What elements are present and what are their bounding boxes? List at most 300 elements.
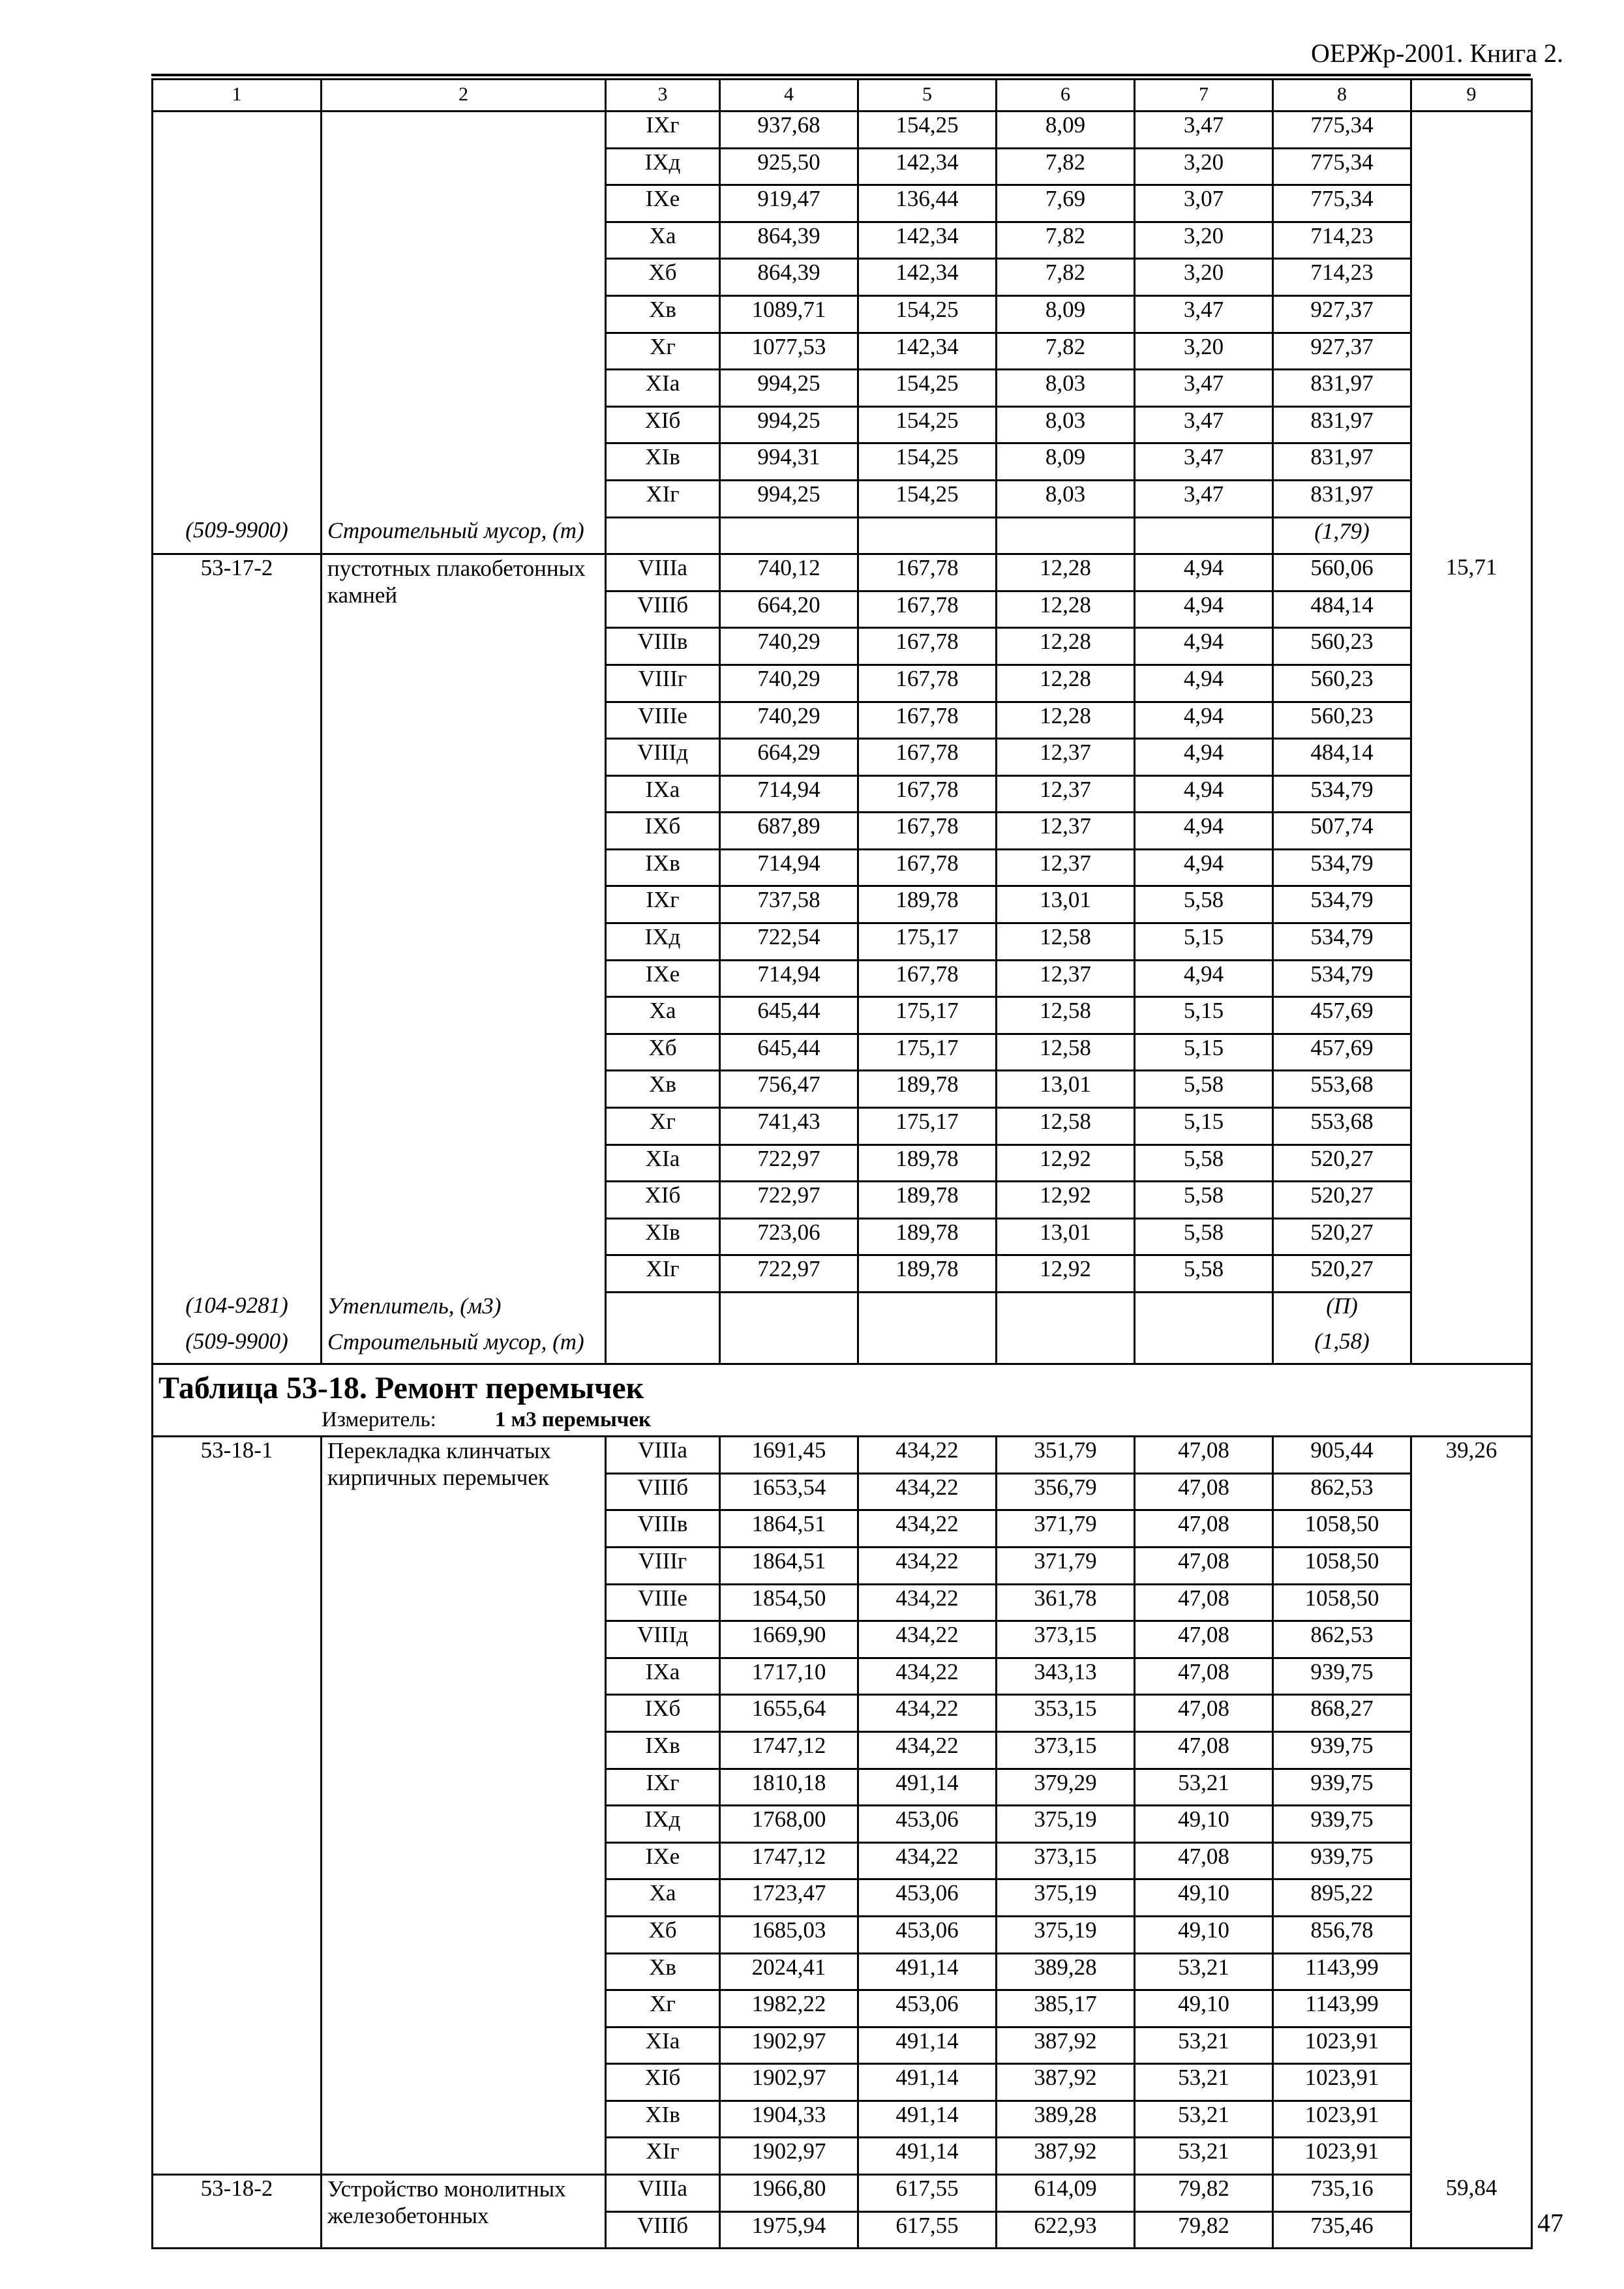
value-cell: 664,29 — [720, 739, 858, 776]
value-cell: 47,08 — [1135, 1437, 1273, 1474]
value-cell: 741,43 — [720, 1108, 858, 1145]
value-cell: 434,22 — [858, 1547, 997, 1584]
value-cell: 1023,91 — [1273, 2101, 1411, 2138]
empty-cell — [720, 517, 858, 554]
document-reference: ОЕРЖр-2001. Книга 2. — [1311, 38, 1563, 68]
value-cell: 937,68 — [720, 112, 858, 149]
item-code: 53-18-1 — [153, 1437, 322, 2175]
value-cell: 740,29 — [720, 665, 858, 702]
value-cell: 387,92 — [997, 2064, 1135, 2101]
value-cell: 12,37 — [997, 775, 1135, 813]
column-number-row — [153, 80, 1532, 112]
value-cell: 491,14 — [858, 2064, 997, 2101]
value-cell: 12,58 — [997, 997, 1135, 1034]
value-cell: 1023,91 — [1273, 2027, 1411, 2064]
value-cell: 1023,91 — [1273, 2064, 1411, 2101]
resource-name: Строительный мусор, (т) — [322, 517, 606, 554]
value-cell: 5,15 — [1135, 1034, 1273, 1071]
zone-cell: VIIIб — [606, 1473, 720, 1510]
value-cell: 3,07 — [1135, 185, 1273, 222]
empty-cell — [997, 517, 1135, 554]
value-cell: 1966,80 — [720, 2175, 858, 2212]
value-cell: 387,92 — [997, 2138, 1135, 2175]
value-cell: 687,89 — [720, 813, 858, 850]
value-cell: 53,21 — [1135, 2027, 1273, 2064]
zone-cell: VIIIг — [606, 665, 720, 702]
value-cell: 434,22 — [858, 1731, 997, 1769]
value-cell: 927,37 — [1273, 333, 1411, 370]
zone-cell: IXд — [606, 1806, 720, 1843]
value-cell: 4,94 — [1135, 813, 1273, 850]
value-cell: 560,06 — [1273, 554, 1411, 591]
value-cell: 534,79 — [1273, 923, 1411, 961]
zone-cell: XIв — [606, 1218, 720, 1255]
value-cell: 856,78 — [1273, 1916, 1411, 1953]
value-cell: 4,94 — [1135, 849, 1273, 886]
zone-cell: XIв — [606, 443, 720, 481]
value-cell: 737,58 — [720, 886, 858, 923]
zone-cell: IXе — [606, 185, 720, 222]
value-cell: 12,37 — [997, 960, 1135, 997]
value-cell: 1902,97 — [720, 2138, 858, 2175]
value-cell: 189,78 — [858, 1218, 997, 1255]
value-cell: 12,58 — [997, 1108, 1135, 1145]
value-cell: 375,19 — [997, 1879, 1135, 1917]
value-cell: 49,10 — [1135, 1879, 1273, 1917]
zone-cell: XIг — [606, 480, 720, 517]
value-cell: 1864,51 — [720, 1510, 858, 1548]
value-cell: 189,78 — [858, 1144, 997, 1182]
zone-cell: Xв — [606, 1071, 720, 1108]
value-cell: 905,44 — [1273, 1437, 1411, 1474]
resource-value: (П) — [1273, 1293, 1411, 1328]
value-cell: 864,39 — [720, 222, 858, 259]
zone-cell: VIIIд — [606, 739, 720, 776]
resource-name: Строительный мусор, (т) — [322, 1328, 606, 1364]
value-cell: 434,22 — [858, 1842, 997, 1879]
zone-cell: VIIIв — [606, 628, 720, 665]
value-cell: 12,37 — [997, 849, 1135, 886]
value-cell: 862,53 — [1273, 1473, 1411, 1510]
column-number: 6 — [997, 80, 1135, 112]
value-cell: 7,82 — [997, 333, 1135, 370]
value-cell: 617,55 — [858, 2211, 997, 2249]
value-cell: 389,28 — [997, 1953, 1135, 1990]
value-cell: 5,58 — [1135, 1255, 1273, 1293]
value-cell: 831,97 — [1273, 406, 1411, 443]
item-code: 53-17-2 — [153, 554, 322, 1293]
table-row — [153, 554, 1532, 591]
value-cell: 520,27 — [1273, 1255, 1411, 1293]
column-number: 7 — [1135, 80, 1273, 112]
value-cell: 167,78 — [858, 591, 997, 628]
zone-cell: VIIIд — [606, 1621, 720, 1658]
value-cell: 1902,97 — [720, 2064, 858, 2101]
value-cell: 645,44 — [720, 1034, 858, 1071]
value-cell: 714,94 — [720, 849, 858, 886]
value-cell: 740,29 — [720, 628, 858, 665]
value-cell: 47,08 — [1135, 1842, 1273, 1879]
value-cell: 53,21 — [1135, 2138, 1273, 2175]
value-cell: 12,28 — [997, 628, 1135, 665]
empty-cell — [858, 1293, 997, 1328]
value-cell: 53,21 — [1135, 1769, 1273, 1806]
value-cell: 560,23 — [1273, 665, 1411, 702]
value-cell: 614,09 — [997, 2175, 1135, 2212]
value-cell: 895,22 — [1273, 1879, 1411, 1917]
item-name: Перекладка клинчатых кирпичных перемычек — [322, 1437, 606, 2175]
value-cell: 49,10 — [1135, 1916, 1273, 1953]
item-code: 53-18-2 — [153, 2175, 322, 2249]
zone-cell: Xг — [606, 1108, 720, 1145]
value-cell: 491,14 — [858, 2138, 997, 2175]
zone-cell: IXб — [606, 1695, 720, 1732]
value-cell: 361,78 — [997, 1584, 1135, 1621]
value-cell: 49,10 — [1135, 1806, 1273, 1843]
value-cell: 939,75 — [1273, 1658, 1411, 1695]
zone-cell: IXе — [606, 960, 720, 997]
zone-cell: Xa — [606, 997, 720, 1034]
zone-cell: XIa — [606, 2027, 720, 2064]
value-cell: 507,74 — [1273, 813, 1411, 850]
value-cell: 189,78 — [858, 886, 997, 923]
value-cell: 453,06 — [858, 1916, 997, 1953]
zone-cell: Xг — [606, 1990, 720, 2027]
item-name — [322, 112, 606, 518]
value-cell: 775,34 — [1273, 185, 1411, 222]
value-cell: 484,14 — [1273, 739, 1411, 776]
value-cell: 167,78 — [858, 849, 997, 886]
value-cell: 385,17 — [997, 1990, 1135, 2027]
value-cell: 520,27 — [1273, 1218, 1411, 1255]
value-cell: 1854,50 — [720, 1584, 858, 1621]
zone-cell: XIв — [606, 2101, 720, 2138]
zone-cell: IXa — [606, 1658, 720, 1695]
value-cell: 553,68 — [1273, 1071, 1411, 1108]
value-cell: 8,09 — [997, 295, 1135, 333]
value-cell: 47,08 — [1135, 1658, 1273, 1695]
value-cell: 622,93 — [997, 2211, 1135, 2249]
column-number: 4 — [720, 80, 858, 112]
table-title-row — [153, 1364, 1532, 1437]
value-cell: 1810,18 — [720, 1769, 858, 1806]
header-rule — [151, 74, 1531, 76]
value-cell: 7,82 — [997, 148, 1135, 185]
value-cell: 154,25 — [858, 443, 997, 481]
empty-cell — [997, 1293, 1135, 1328]
value-cell: 491,14 — [858, 2101, 997, 2138]
value-cell: 3,20 — [1135, 148, 1273, 185]
value-cell: 868,27 — [1273, 1695, 1411, 1732]
zone-cell: Xв — [606, 295, 720, 333]
value-cell: 1768,00 — [720, 1806, 858, 1843]
zone-cell: Xa — [606, 1879, 720, 1917]
value-cell: 351,79 — [997, 1437, 1135, 1474]
zone-cell: VIIIa — [606, 1437, 720, 1474]
column-number: 3 — [606, 80, 720, 112]
value-cell: 167,78 — [858, 665, 997, 702]
value-cell: 1723,47 — [720, 1879, 858, 1917]
value-cell: 3,47 — [1135, 370, 1273, 407]
zone-cell: VIIIв — [606, 1510, 720, 1548]
value-cell: 1058,50 — [1273, 1584, 1411, 1621]
resource-value: (1,79) — [1273, 517, 1411, 554]
value-cell: 925,50 — [720, 148, 858, 185]
value-cell: 7,82 — [997, 259, 1135, 296]
zone-cell: Xв — [606, 1953, 720, 1990]
column-9-value: 15,71 — [1411, 554, 1532, 1364]
resource-code: (104-9281) — [153, 1293, 322, 1328]
value-cell: 373,15 — [997, 1621, 1135, 1658]
value-cell: 939,75 — [1273, 1731, 1411, 1769]
value-cell: 175,17 — [858, 997, 997, 1034]
value-cell: 723,06 — [720, 1218, 858, 1255]
value-cell: 3,20 — [1135, 222, 1273, 259]
zone-cell: IXб — [606, 813, 720, 850]
value-cell: 560,23 — [1273, 628, 1411, 665]
value-cell: 5,15 — [1135, 997, 1273, 1034]
value-cell: 12,28 — [997, 554, 1135, 591]
value-cell: 142,34 — [858, 333, 997, 370]
value-cell: 775,34 — [1273, 148, 1411, 185]
resource-code: (509-9900) — [153, 1328, 322, 1364]
value-cell: 142,34 — [858, 259, 997, 296]
value-cell: 1143,99 — [1273, 1953, 1411, 1990]
value-cell: 1691,45 — [720, 1437, 858, 1474]
value-cell: 927,37 — [1273, 295, 1411, 333]
value-cell: 167,78 — [858, 739, 997, 776]
table-row — [153, 1437, 1532, 1474]
resource-code: (509-9900) — [153, 517, 322, 554]
value-cell: 4,94 — [1135, 775, 1273, 813]
value-cell: 175,17 — [858, 1034, 997, 1071]
value-cell: 1669,90 — [720, 1621, 858, 1658]
value-cell: 831,97 — [1273, 370, 1411, 407]
zone-cell: Xб — [606, 1034, 720, 1071]
value-cell: 154,25 — [858, 406, 997, 443]
value-cell: 371,79 — [997, 1547, 1135, 1584]
value-cell: 8,09 — [997, 443, 1135, 481]
empty-cell — [720, 1328, 858, 1364]
value-cell: 1653,54 — [720, 1473, 858, 1510]
value-cell: 175,17 — [858, 1108, 997, 1145]
value-cell: 722,54 — [720, 923, 858, 961]
value-cell: 4,94 — [1135, 554, 1273, 591]
value-cell: 371,79 — [997, 1510, 1135, 1548]
value-cell: 714,94 — [720, 960, 858, 997]
value-cell: 664,20 — [720, 591, 858, 628]
value-cell: 12,28 — [997, 591, 1135, 628]
zone-cell: IXг — [606, 1769, 720, 1806]
value-cell: 434,22 — [858, 1510, 997, 1548]
value-cell: 645,44 — [720, 997, 858, 1034]
zone-cell: Xб — [606, 259, 720, 296]
value-cell: 735,16 — [1273, 2175, 1411, 2212]
empty-cell — [1135, 1328, 1273, 1364]
value-cell: 49,10 — [1135, 1990, 1273, 2027]
value-cell: 434,22 — [858, 1584, 997, 1621]
value-cell: 714,94 — [720, 775, 858, 813]
value-cell: 534,79 — [1273, 886, 1411, 923]
value-cell: 831,97 — [1273, 443, 1411, 481]
value-cell: 484,14 — [1273, 591, 1411, 628]
value-cell: 12,37 — [997, 739, 1135, 776]
value-cell: 142,34 — [858, 148, 997, 185]
value-cell: 994,25 — [720, 370, 858, 407]
value-cell: 864,39 — [720, 259, 858, 296]
value-cell: 3,47 — [1135, 406, 1273, 443]
value-cell: 740,12 — [720, 554, 858, 591]
value-cell: 457,69 — [1273, 997, 1411, 1034]
value-cell: 453,06 — [858, 1879, 997, 1917]
zone-cell: VIIIa — [606, 554, 720, 591]
value-cell: 167,78 — [858, 628, 997, 665]
value-cell: 1717,10 — [720, 1658, 858, 1695]
value-cell: 375,19 — [997, 1806, 1135, 1843]
zone-cell: XIг — [606, 2138, 720, 2175]
column-number: 8 — [1273, 80, 1411, 112]
value-cell: 722,97 — [720, 1182, 858, 1219]
value-cell: 47,08 — [1135, 1473, 1273, 1510]
value-cell: 8,09 — [997, 112, 1135, 149]
value-cell: 722,97 — [720, 1144, 858, 1182]
value-cell: 12,92 — [997, 1182, 1135, 1219]
zone-cell: VIIIе — [606, 702, 720, 739]
value-cell: 353,15 — [997, 1695, 1135, 1732]
value-cell: 862,53 — [1273, 1621, 1411, 1658]
value-cell: 13,01 — [997, 1071, 1135, 1108]
value-cell: 189,78 — [858, 1071, 997, 1108]
value-cell: 175,17 — [858, 923, 997, 961]
value-cell: 53,21 — [1135, 2064, 1273, 2101]
empty-cell — [606, 1328, 720, 1364]
zone-cell: XIб — [606, 406, 720, 443]
zone-cell: VIIIб — [606, 2211, 720, 2249]
value-cell: 520,27 — [1273, 1182, 1411, 1219]
value-cell: 47,08 — [1135, 1695, 1273, 1732]
value-cell: 534,79 — [1273, 960, 1411, 997]
value-cell: 5,58 — [1135, 1144, 1273, 1182]
value-cell: 12,58 — [997, 1034, 1135, 1071]
value-cell: 735,46 — [1273, 2211, 1411, 2249]
value-cell: 373,15 — [997, 1842, 1135, 1879]
value-cell: 7,82 — [997, 222, 1135, 259]
value-cell: 167,78 — [858, 554, 997, 591]
value-cell: 939,75 — [1273, 1806, 1411, 1843]
zone-cell: Xa — [606, 222, 720, 259]
unit-label: Измеритель: — [322, 1408, 436, 1432]
zone-cell: XIб — [606, 2064, 720, 2101]
value-cell: 12,92 — [997, 1255, 1135, 1293]
zone-cell: Xг — [606, 333, 720, 370]
value-cell: 434,22 — [858, 1695, 997, 1732]
zone-cell: XIa — [606, 370, 720, 407]
value-cell: 714,23 — [1273, 259, 1411, 296]
page-number: 47 — [1537, 2208, 1563, 2237]
resource-name: Утеплитель, (м3) — [322, 1293, 606, 1328]
value-cell: 12,92 — [997, 1144, 1135, 1182]
value-cell: 1058,50 — [1273, 1547, 1411, 1584]
value-cell: 373,15 — [997, 1731, 1135, 1769]
value-cell: 47,08 — [1135, 1510, 1273, 1548]
value-cell: 2024,41 — [720, 1953, 858, 1990]
value-cell: 154,25 — [858, 112, 997, 149]
empty-cell — [997, 1328, 1135, 1364]
value-cell: 53,21 — [1135, 1953, 1273, 1990]
value-cell: 453,06 — [858, 1806, 997, 1843]
value-cell: 434,22 — [858, 1621, 997, 1658]
empty-cell — [1135, 1293, 1273, 1328]
value-cell: 714,23 — [1273, 222, 1411, 259]
value-cell: 434,22 — [858, 1473, 997, 1510]
value-cell: 142,34 — [858, 222, 997, 259]
value-cell: 553,68 — [1273, 1108, 1411, 1145]
value-cell: 47,08 — [1135, 1547, 1273, 1584]
resource-note-row — [153, 1293, 1532, 1328]
value-cell: 167,78 — [858, 960, 997, 997]
value-cell: 491,14 — [858, 2027, 997, 2064]
value-cell: 136,44 — [858, 185, 997, 222]
table-row — [153, 112, 1532, 149]
column-number: 9 — [1411, 80, 1532, 112]
value-cell: 3,47 — [1135, 480, 1273, 517]
value-cell: 1023,91 — [1273, 2138, 1411, 2175]
value-cell: 1685,03 — [720, 1916, 858, 1953]
value-cell: 12,28 — [997, 702, 1135, 739]
column-9-value: 39,26 — [1411, 1437, 1532, 2175]
value-cell: 167,78 — [858, 702, 997, 739]
value-cell: 1864,51 — [720, 1547, 858, 1584]
value-cell: 189,78 — [858, 1182, 997, 1219]
value-cell: 5,15 — [1135, 923, 1273, 961]
zone-cell: VIIIб — [606, 591, 720, 628]
value-cell: 379,29 — [997, 1769, 1135, 1806]
value-cell: 919,47 — [720, 185, 858, 222]
value-cell: 343,13 — [997, 1658, 1135, 1695]
table-title-cell — [153, 1364, 1532, 1437]
value-cell: 1747,12 — [720, 1842, 858, 1879]
empty-cell — [606, 517, 720, 554]
value-cell: 457,69 — [1273, 1034, 1411, 1071]
value-cell: 1747,12 — [720, 1731, 858, 1769]
value-cell: 994,31 — [720, 443, 858, 481]
value-cell: 3,20 — [1135, 259, 1273, 296]
value-cell: 12,28 — [997, 665, 1135, 702]
value-cell: 79,82 — [1135, 2211, 1273, 2249]
value-cell: 167,78 — [858, 775, 997, 813]
value-cell: 434,22 — [858, 1437, 997, 1474]
value-cell: 617,55 — [858, 2175, 997, 2212]
value-cell: 53,21 — [1135, 2101, 1273, 2138]
column-9-value — [1411, 112, 1532, 554]
zone-cell: VIIIa — [606, 2175, 720, 2212]
zone-cell: IXг — [606, 886, 720, 923]
value-cell: 722,97 — [720, 1255, 858, 1293]
value-cell: 3,47 — [1135, 295, 1273, 333]
value-cell: 831,97 — [1273, 480, 1411, 517]
zone-cell: IXa — [606, 775, 720, 813]
value-cell: 1902,97 — [720, 2027, 858, 2064]
value-cell: 453,06 — [858, 1990, 997, 2027]
value-cell: 3,47 — [1135, 443, 1273, 481]
item-name: пустотных плакобетонных камней — [322, 554, 606, 1293]
value-cell: 5,58 — [1135, 886, 1273, 923]
value-cell: 5,15 — [1135, 1108, 1273, 1145]
rates-table — [151, 78, 1533, 2249]
value-cell: 560,23 — [1273, 702, 1411, 739]
value-cell: 79,82 — [1135, 2175, 1273, 2212]
value-cell: 994,25 — [720, 480, 858, 517]
